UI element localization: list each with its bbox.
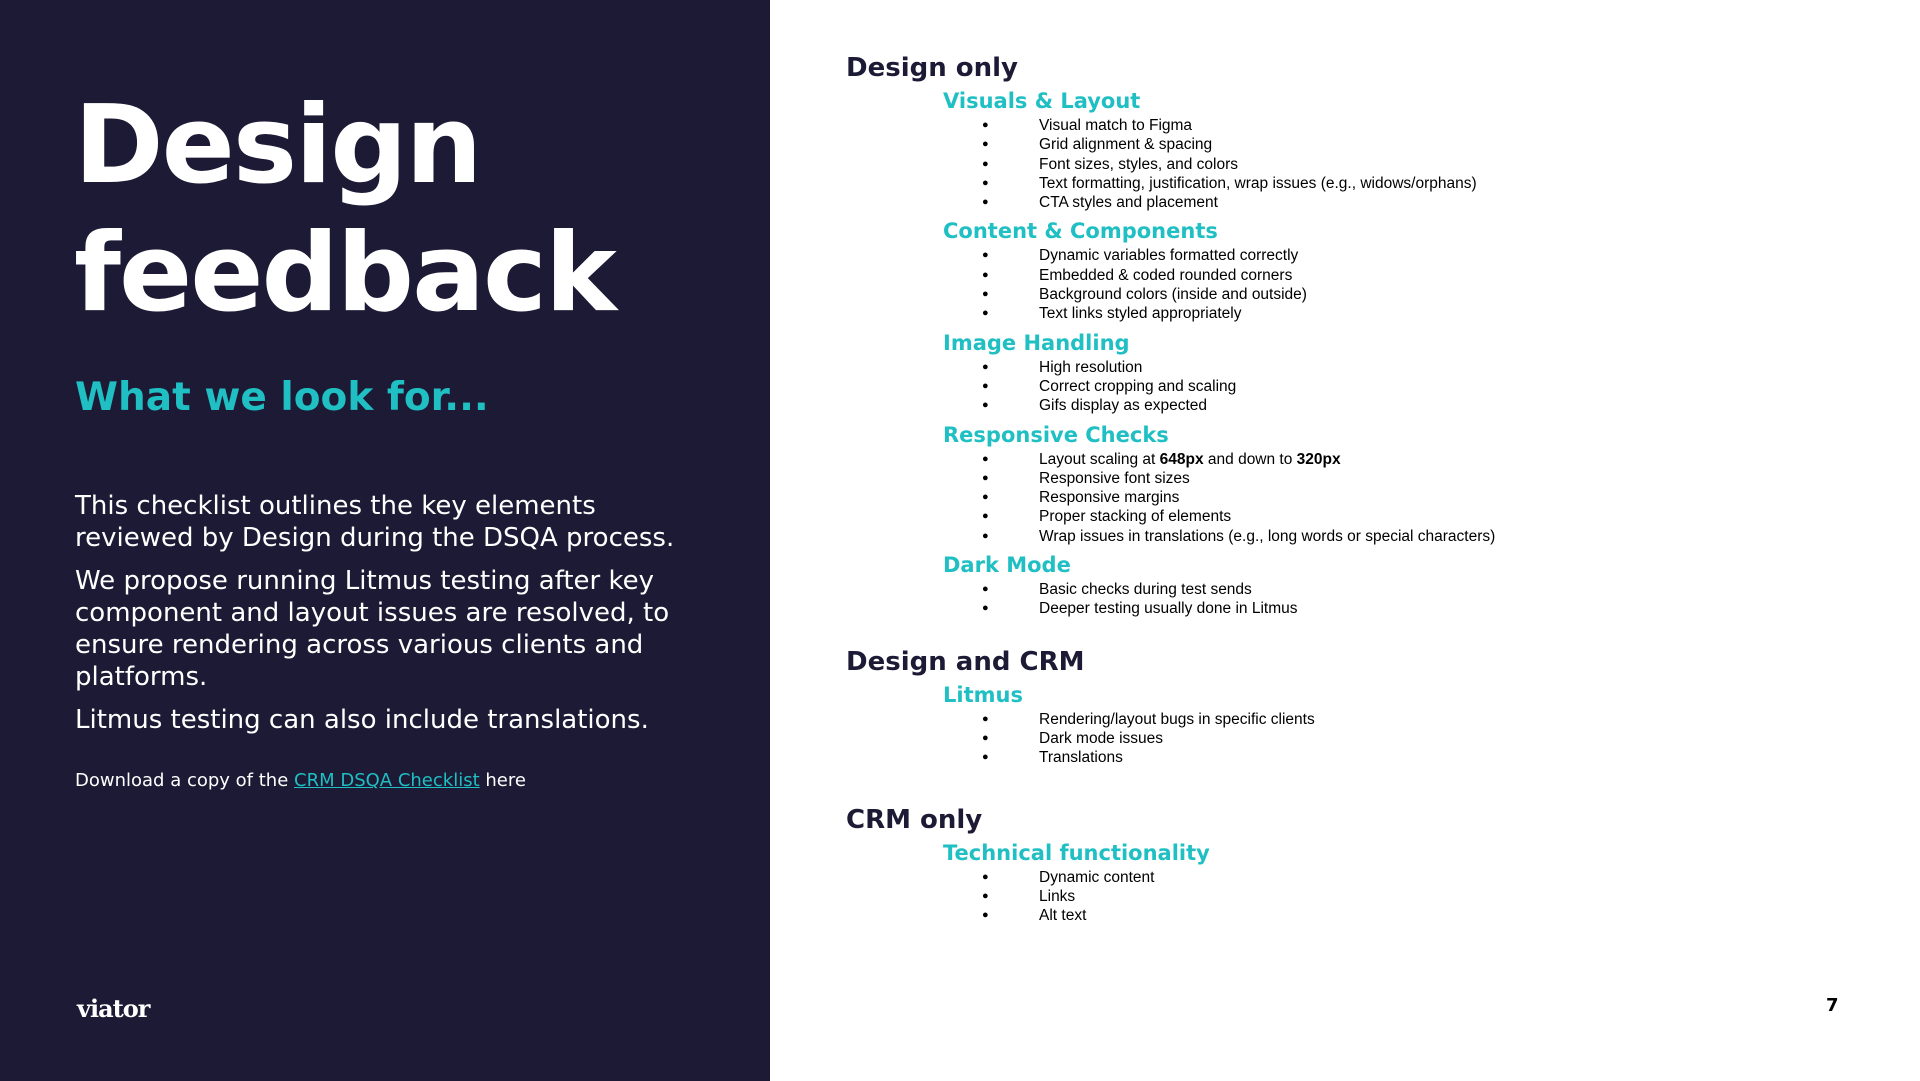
list-item: ● Correct cropping and scaling <box>982 377 1846 396</box>
download-prefix: Download a copy of the <box>75 770 294 791</box>
checklist-items <box>846 868 1846 926</box>
checklist-items <box>846 246 1846 323</box>
list-item: ● Responsive margins <box>982 488 1846 507</box>
list-item: ● Alt text <box>982 906 1846 925</box>
left-panel <box>0 0 770 1081</box>
list-item: ● High resolution <box>982 358 1846 377</box>
list-item: ● CTA styles and placement <box>982 193 1846 212</box>
section-heading: Design and CRM <box>846 646 1085 677</box>
checklist-items <box>846 116 1846 212</box>
list-item: ● Grid alignment & spacing <box>982 135 1846 154</box>
group-heading: Dark Mode <box>943 553 1071 578</box>
list-item: ● Background colors (inside and outside) <box>982 285 1846 304</box>
list-item: ● Basic checks during test sends <box>982 580 1846 599</box>
intro-paragraph: Litmus testing can also include translations. <box>75 705 649 735</box>
download-suffix: here <box>479 770 526 791</box>
section-heading: CRM only <box>846 804 983 835</box>
group-heading: Responsive Checks <box>943 422 1169 447</box>
list-item: ● Text links styled appropriately <box>982 304 1846 323</box>
layout-scaling-max: 648px <box>1159 450 1204 468</box>
page-title <box>74 82 615 338</box>
checklist <box>846 50 1846 929</box>
page-number: 7 <box>1826 995 1839 1016</box>
list-item: ● Proper stacking of elements <box>982 507 1846 526</box>
section-design-and-crm <box>846 644 1846 768</box>
layout-scaling-min: 320px <box>1296 450 1341 468</box>
group-heading: Technical functionality <box>943 840 1210 865</box>
layout-scaling-text: and down to <box>1203 450 1297 468</box>
list-item: ● Rendering/layout bugs in specific clients <box>982 710 1846 729</box>
list-item: ● Dynamic content <box>982 868 1846 887</box>
list-item: ● Embedded & coded rounded corners <box>982 266 1846 285</box>
list-item: ● Deeper testing usually done in Litmus <box>982 599 1846 618</box>
subtitle: What we look for... <box>75 375 489 420</box>
checklist-items <box>846 580 1846 619</box>
layout-scaling-text: Layout scaling at <box>1039 450 1160 468</box>
title-line-2: feedback <box>74 211 615 336</box>
intro-paragraph: We propose running Litmus testing after key component and layout issues are resolved, to ensure rendering across various clients and platforms. <box>75 566 670 692</box>
viator-logo: viator <box>77 994 150 1023</box>
group-heading: Image Handling <box>943 330 1130 355</box>
list-item: ● Translations <box>982 748 1846 767</box>
checklist-items <box>846 450 1846 546</box>
list-item: ● Wrap issues in translations (e.g., long words or special characters) <box>982 527 1846 546</box>
checklist-items <box>846 710 1846 768</box>
intro-paragraph: This checklist outlines the key elements reviewed by Design during the DSQA process. <box>75 491 675 553</box>
list-item: ● Font sizes, styles, and colors <box>982 155 1846 174</box>
section-spacer <box>846 772 1846 802</box>
list-item: ● Links <box>982 887 1846 906</box>
checklist-download-link[interactable]: CRM DSQA Checklist <box>294 770 480 791</box>
list-item: ● Visual match to Figma <box>982 116 1846 135</box>
list-item: ● Text formatting, justification, wrap issues (e.g., widows/orphans) <box>982 174 1846 193</box>
download-line <box>75 769 526 793</box>
section-heading: Design only <box>846 53 1019 83</box>
section-crm-only <box>846 802 1846 926</box>
list-item-layout-scaling <box>982 450 1846 469</box>
group-heading: Litmus <box>943 682 1023 707</box>
section-design-only <box>846 50 1846 619</box>
list-item: ● Gifs display as expected <box>982 396 1846 415</box>
intro-copy <box>75 490 675 747</box>
list-item: ● Dark mode issues <box>982 729 1846 748</box>
group-heading: Content & Components <box>943 219 1218 244</box>
list-item: ● Dynamic variables formatted correctly <box>982 246 1846 265</box>
section-spacer <box>846 623 1846 644</box>
title-line-1: Design <box>74 83 481 208</box>
list-item: ● Responsive font sizes <box>982 469 1846 488</box>
checklist-items <box>846 358 1846 416</box>
group-heading: Visuals & Layout <box>943 89 1141 113</box>
